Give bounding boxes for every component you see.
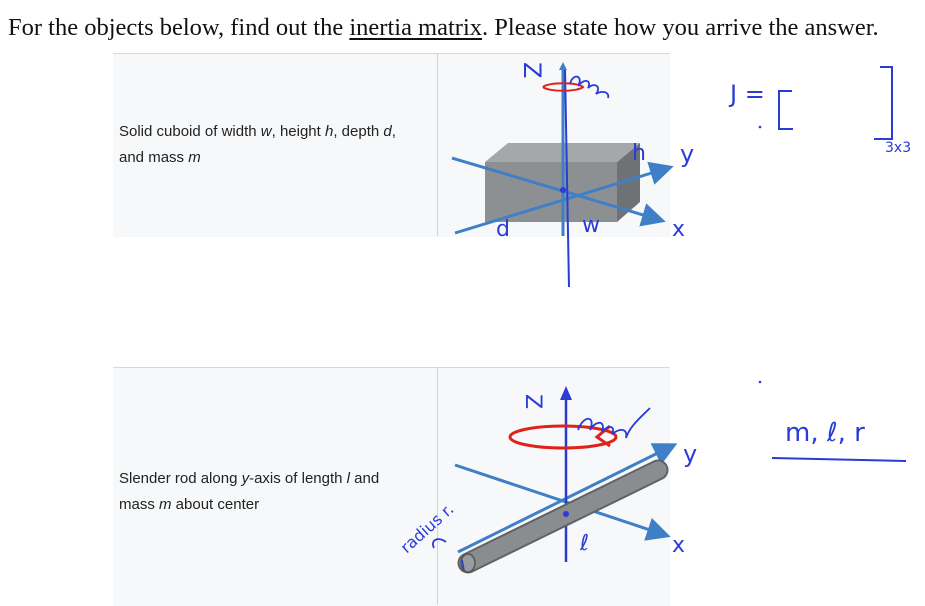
mlr-underline	[772, 458, 906, 461]
cuboid-description: Solid cuboid of width w, height h, depth d, and mass m	[119, 123, 396, 166]
rod-description: Slender rod along y-axis of length l and mass m about center	[119, 470, 380, 513]
rotation-ellipse-2	[510, 426, 616, 448]
x-label-1: x	[672, 217, 686, 242]
mlr-text: m, ℓ, r	[785, 418, 865, 448]
cuboid-figure	[452, 62, 668, 287]
z-label-1: Z	[518, 62, 546, 79]
center-point	[560, 187, 566, 193]
h-label: h	[632, 141, 646, 166]
w-label: w	[582, 213, 600, 238]
left-bracket	[779, 91, 793, 129]
x-label-2: x	[672, 533, 686, 558]
z-label-2: Z	[520, 394, 545, 410]
rod-figure	[433, 386, 672, 572]
rotation-scribble	[570, 77, 608, 98]
right-bracket	[874, 67, 892, 139]
j-equals: J =	[730, 80, 765, 108]
y-label-1: y	[680, 140, 695, 168]
d-label: d	[496, 217, 510, 242]
question-title: For the objects below, find out the inertia matrix. Please state how you arrive the answer.	[8, 14, 879, 41]
radius-label: radius r.	[396, 499, 458, 557]
radius-hook	[433, 539, 446, 548]
rod-center	[563, 511, 569, 517]
underlined-term: inertia matrix	[349, 14, 483, 41]
rotation-scribble-2	[578, 408, 650, 438]
stray-dot-1	[759, 381, 762, 384]
rod-fill	[468, 470, 658, 563]
l-label: ℓ	[580, 531, 590, 556]
matrix-dims: 3x3	[885, 140, 912, 156]
stray-dot-2	[759, 126, 762, 129]
y-label-2: y	[683, 440, 698, 468]
